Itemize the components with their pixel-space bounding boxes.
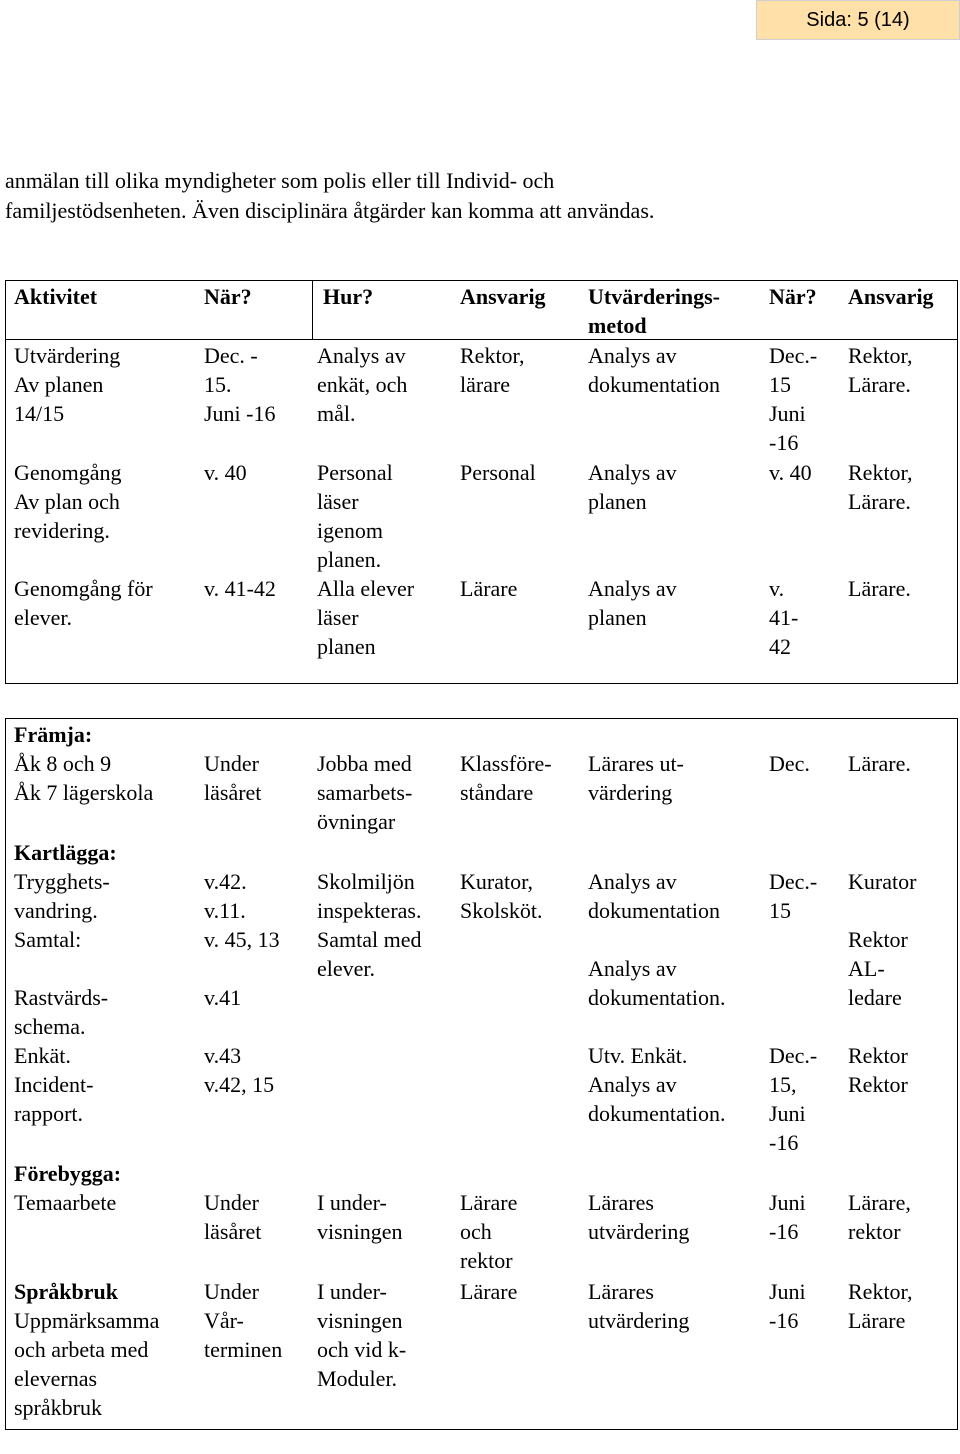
text-line: Kurator bbox=[848, 869, 917, 894]
text-line: lärare bbox=[460, 372, 511, 397]
text-line: Rastvärds- bbox=[14, 985, 109, 1010]
cell-ansvarig-2 bbox=[848, 1277, 913, 1335]
page-number-label: Sida: 5 (14) bbox=[756, 0, 960, 40]
text-line: v.43 bbox=[204, 1043, 242, 1068]
text-line: vandring. bbox=[14, 898, 98, 923]
text-line: 15 bbox=[769, 898, 791, 923]
cell-ansvarig bbox=[460, 1188, 517, 1275]
cell-metod bbox=[588, 1188, 689, 1246]
text-line: språkbruk bbox=[14, 1395, 102, 1420]
header-utvarderingsmetod: Utvärderings- bbox=[588, 284, 720, 309]
text-line: Incident- bbox=[14, 1072, 94, 1097]
text-line: planen bbox=[588, 489, 647, 514]
text-line: v.41 bbox=[204, 985, 242, 1010]
text-line: Lärare. bbox=[848, 576, 911, 601]
text-line bbox=[460, 516, 536, 545]
text-line: planen bbox=[317, 634, 376, 659]
text-line: Samtal: bbox=[14, 927, 82, 952]
text-line: och bbox=[460, 1219, 492, 1244]
text-line: samarbets- bbox=[317, 780, 413, 805]
text-line: Lärare. bbox=[848, 751, 911, 776]
text-line: Kurator, bbox=[460, 869, 534, 894]
text-line: igenom bbox=[317, 518, 383, 543]
cell-ansvarig bbox=[460, 458, 536, 603]
text-line bbox=[204, 954, 280, 983]
text-line: Analys av bbox=[588, 343, 677, 368]
text-line: läsåret bbox=[204, 1219, 262, 1244]
text-line: Alla elever bbox=[317, 576, 415, 601]
text-line: Trygghets- bbox=[14, 869, 110, 894]
text-line: v. bbox=[769, 576, 785, 601]
cell-aktivitet bbox=[14, 1277, 159, 1422]
text-line: v. 40 bbox=[204, 460, 247, 485]
text-line: schema. bbox=[14, 1014, 86, 1039]
text-line: Lärares ut- bbox=[588, 751, 684, 776]
text-line: värdering bbox=[588, 780, 673, 805]
cell-aktivitet bbox=[14, 458, 153, 632]
text-line: Analys av bbox=[588, 460, 677, 485]
cell-hur bbox=[317, 458, 414, 661]
text-line: inspekteras. bbox=[317, 898, 422, 923]
cell-ansvarig-2 bbox=[848, 749, 911, 778]
text-line: -16 bbox=[769, 1308, 799, 1333]
text-line: Åk 8 och 9 bbox=[14, 751, 112, 776]
header-hur: Hur? bbox=[323, 284, 374, 309]
text-line: enkät, och bbox=[317, 372, 408, 397]
table1-bottom-border bbox=[5, 683, 958, 684]
text-line: Analys av bbox=[588, 869, 677, 894]
text-line bbox=[588, 925, 725, 954]
text-line: och arbeta med bbox=[14, 1337, 149, 1362]
cell-nar-2 bbox=[769, 341, 817, 457]
text-line bbox=[204, 487, 276, 516]
header-aktivitet: Aktivitet bbox=[14, 284, 98, 309]
text-line bbox=[769, 925, 817, 954]
text-line: ståndare bbox=[460, 780, 534, 805]
cell-metod bbox=[588, 1277, 689, 1335]
cell-nar-2 bbox=[769, 867, 817, 1157]
text-line: Dec. - bbox=[204, 343, 258, 368]
text-line: Personal bbox=[460, 460, 536, 485]
cell-ansvarig-2 bbox=[848, 867, 916, 1099]
cell-aktivitet bbox=[14, 720, 153, 807]
text-line: Juni bbox=[769, 1101, 806, 1126]
text-line bbox=[204, 1012, 280, 1041]
text-line: Lärares bbox=[588, 1279, 654, 1304]
text-line: rektor bbox=[460, 1248, 513, 1273]
text-line: Juni -16 bbox=[204, 401, 276, 426]
text-line: Temaarbete bbox=[14, 1190, 117, 1215]
text-line: Lärare bbox=[460, 576, 518, 601]
text-line: Rektor bbox=[848, 1072, 908, 1097]
text-line bbox=[588, 545, 677, 574]
cell-metod bbox=[588, 867, 725, 1128]
cell-nar bbox=[204, 749, 261, 807]
text-line: dokumentation. bbox=[588, 985, 726, 1010]
text-line: Dec.- bbox=[769, 869, 818, 894]
text-line: revidering. bbox=[14, 518, 110, 543]
text-line: ledare bbox=[848, 985, 902, 1010]
text-line: Rektor, bbox=[848, 1279, 913, 1304]
text-line bbox=[14, 954, 117, 983]
table1-left-border bbox=[5, 280, 6, 684]
text-line: Vår- bbox=[204, 1308, 244, 1333]
cell-nar bbox=[204, 341, 276, 428]
text-line: Genomgång bbox=[14, 460, 122, 485]
cell-nar-2 bbox=[769, 749, 810, 778]
text-line: Under bbox=[204, 1190, 259, 1215]
header-utvarderingsmetod: metod bbox=[588, 313, 647, 338]
text-line bbox=[848, 1012, 916, 1041]
table1-header-divider bbox=[5, 339, 958, 340]
cell-aktivitet bbox=[14, 1159, 121, 1217]
text-line: och vid k- bbox=[317, 1337, 407, 1362]
text-line: Juni bbox=[769, 401, 806, 426]
text-line: 15 bbox=[769, 372, 791, 397]
text-line: Under bbox=[204, 1279, 259, 1304]
text-line bbox=[769, 545, 812, 574]
text-line: Skolmiljön bbox=[317, 869, 415, 894]
text-line bbox=[769, 1012, 817, 1041]
table2-bottom-border bbox=[5, 1429, 958, 1430]
text-line: 15. bbox=[204, 372, 232, 397]
intro-line: familjestödsenheten. Även disciplinära åtgärder kan komma att användas. bbox=[5, 198, 655, 223]
text-line: Rektor, bbox=[848, 460, 913, 485]
cell-ansvarig bbox=[460, 341, 525, 399]
text-line: utvärdering bbox=[588, 1219, 690, 1244]
text-line: dokumentation bbox=[588, 898, 720, 923]
text-line bbox=[460, 487, 536, 516]
cell-nar bbox=[204, 867, 280, 1099]
text-line: Lärare. bbox=[848, 372, 911, 397]
cell-ansvarig bbox=[460, 1277, 517, 1306]
section-label-kartlagga: Kartlägga: bbox=[14, 840, 117, 865]
text-line: mål. bbox=[317, 401, 356, 426]
text-line bbox=[588, 1012, 725, 1041]
text-line: Analys av bbox=[588, 1072, 677, 1097]
cell-hur bbox=[317, 867, 421, 983]
intro-line: anmälan till olika myndigheter som polis eller till Individ- och bbox=[5, 168, 555, 193]
text-line: Lärares bbox=[588, 1190, 654, 1215]
table2-left-border bbox=[5, 718, 6, 1430]
table2-right-border bbox=[957, 718, 958, 1430]
text-line: Personal bbox=[317, 460, 393, 485]
header-nar: När? bbox=[204, 284, 252, 309]
table2-top-border bbox=[5, 718, 958, 719]
cell-metod bbox=[588, 749, 684, 807]
text-line bbox=[848, 545, 913, 574]
text-line: elever. bbox=[14, 605, 73, 630]
cell-ansvarig-2 bbox=[848, 458, 913, 603]
text-line: Uppmärksamma bbox=[14, 1308, 160, 1333]
intro-paragraph bbox=[5, 166, 945, 226]
text-line: I under- bbox=[317, 1279, 387, 1304]
text-line: Samtal med bbox=[317, 927, 422, 952]
text-line: v.42. bbox=[204, 869, 247, 894]
text-line: I under- bbox=[317, 1190, 387, 1215]
cell-metod bbox=[588, 341, 720, 399]
text-line: Genomgång för bbox=[14, 576, 153, 601]
text-line: visningen bbox=[317, 1308, 403, 1333]
text-line: Enkät. bbox=[14, 1043, 71, 1068]
text-line: Av planen bbox=[14, 372, 104, 397]
text-line: 41- bbox=[769, 605, 799, 630]
cell-hur bbox=[317, 749, 412, 836]
text-line: läser bbox=[317, 605, 359, 630]
section-label-forebygga: Förebygga: bbox=[14, 1161, 122, 1186]
text-line bbox=[588, 516, 677, 545]
text-line bbox=[204, 516, 276, 545]
text-line: Dec.- bbox=[769, 343, 818, 368]
text-line: dokumentation. bbox=[588, 1101, 726, 1126]
text-line: planen. bbox=[317, 547, 382, 572]
text-line bbox=[769, 487, 812, 516]
cell-nar bbox=[204, 1277, 282, 1364]
text-line: Utvärdering bbox=[14, 343, 121, 368]
section-label-framja: Främja: bbox=[14, 722, 93, 747]
text-line: Lärare bbox=[460, 1190, 518, 1215]
text-line: terminen bbox=[204, 1337, 283, 1362]
cell-hur bbox=[317, 1188, 403, 1246]
text-line bbox=[848, 516, 913, 545]
text-line: 14/15 bbox=[14, 401, 65, 426]
text-line: läsåret bbox=[204, 780, 262, 805]
text-line: Rektor bbox=[848, 927, 908, 952]
cell-nar bbox=[204, 1188, 261, 1246]
cell-aktivitet bbox=[14, 341, 120, 428]
text-line: Rektor, bbox=[848, 343, 913, 368]
text-line: Juni bbox=[769, 1190, 806, 1215]
cell-nar-2 bbox=[769, 1188, 806, 1246]
text-line: v. 45, 13 bbox=[204, 927, 280, 952]
text-line: Lärare bbox=[848, 1308, 906, 1333]
text-line: v.11. bbox=[204, 898, 246, 923]
text-line: Åk 7 lägerskola bbox=[14, 780, 154, 805]
text-line: läser bbox=[317, 489, 359, 514]
cell-nar bbox=[204, 458, 276, 603]
text-line: Analys av bbox=[317, 343, 406, 368]
text-line bbox=[769, 516, 812, 545]
text-line: Under bbox=[204, 751, 259, 776]
text-line: Klassföre- bbox=[460, 751, 552, 776]
text-line: v.42, 15 bbox=[204, 1072, 275, 1097]
table1-top-border bbox=[5, 280, 958, 281]
cell-ansvarig bbox=[460, 749, 552, 807]
text-line bbox=[769, 954, 817, 983]
text-line: Juni bbox=[769, 1279, 806, 1304]
text-line: Analys av bbox=[588, 576, 677, 601]
text-line bbox=[769, 983, 817, 1012]
text-line: -16 bbox=[769, 1130, 799, 1155]
header-ansvarig: Ansvarig bbox=[460, 284, 546, 309]
text-line bbox=[14, 545, 153, 574]
text-line: Jobba med bbox=[317, 751, 412, 776]
text-line: elever. bbox=[317, 956, 376, 981]
text-line: rektor bbox=[848, 1219, 901, 1244]
text-line: Av plan och bbox=[14, 489, 120, 514]
text-line: Lärare. bbox=[848, 489, 911, 514]
text-line: Analys av bbox=[588, 956, 677, 981]
text-line: v. 41-42 bbox=[204, 576, 276, 601]
text-line: elevernas bbox=[14, 1366, 98, 1391]
text-line: Lärare, bbox=[848, 1190, 911, 1215]
text-line: visningen bbox=[317, 1219, 403, 1244]
text-line: 15, bbox=[769, 1072, 797, 1097]
text-line: rapport. bbox=[14, 1101, 84, 1126]
text-line: -16 bbox=[769, 1219, 799, 1244]
text-line: övningar bbox=[317, 809, 396, 834]
section-label-sprakbruk: Språkbruk bbox=[14, 1279, 118, 1304]
text-line: Dec. bbox=[769, 751, 810, 776]
text-line bbox=[848, 896, 916, 925]
text-line: AL- bbox=[848, 956, 885, 981]
cell-aktivitet bbox=[14, 838, 117, 1128]
text-line: utvärdering bbox=[588, 1308, 690, 1333]
header-nar-2: När? bbox=[769, 284, 817, 309]
text-line: Utv. Enkät. bbox=[588, 1043, 688, 1068]
cell-ansvarig-2 bbox=[848, 341, 913, 399]
cell-nar-2 bbox=[769, 1277, 806, 1335]
header-ansvarig-2: Ansvarig bbox=[848, 284, 934, 309]
text-line: Dec.- bbox=[769, 1043, 818, 1068]
text-line: dokumentation bbox=[588, 372, 720, 397]
text-line: Moduler. bbox=[317, 1366, 398, 1391]
text-line: Lärare bbox=[460, 1279, 518, 1304]
text-line: Rektor, bbox=[460, 343, 525, 368]
text-line: -16 bbox=[769, 430, 799, 455]
text-line: 42 bbox=[769, 634, 791, 659]
text-line: planen bbox=[588, 605, 647, 630]
text-line: v. 40 bbox=[769, 460, 812, 485]
text-line bbox=[460, 545, 536, 574]
text-line: Rektor bbox=[848, 1043, 908, 1068]
cell-hur bbox=[317, 341, 407, 428]
cell-metod bbox=[588, 458, 677, 632]
text-line bbox=[204, 545, 276, 574]
cell-ansvarig-2 bbox=[848, 1188, 911, 1246]
table1-right-border bbox=[957, 280, 958, 684]
text-line: Skolsköt. bbox=[460, 898, 543, 923]
cell-ansvarig bbox=[460, 867, 543, 925]
cell-nar-2 bbox=[769, 458, 812, 661]
cell-hur bbox=[317, 1277, 406, 1393]
table1-col-divider bbox=[312, 280, 313, 339]
